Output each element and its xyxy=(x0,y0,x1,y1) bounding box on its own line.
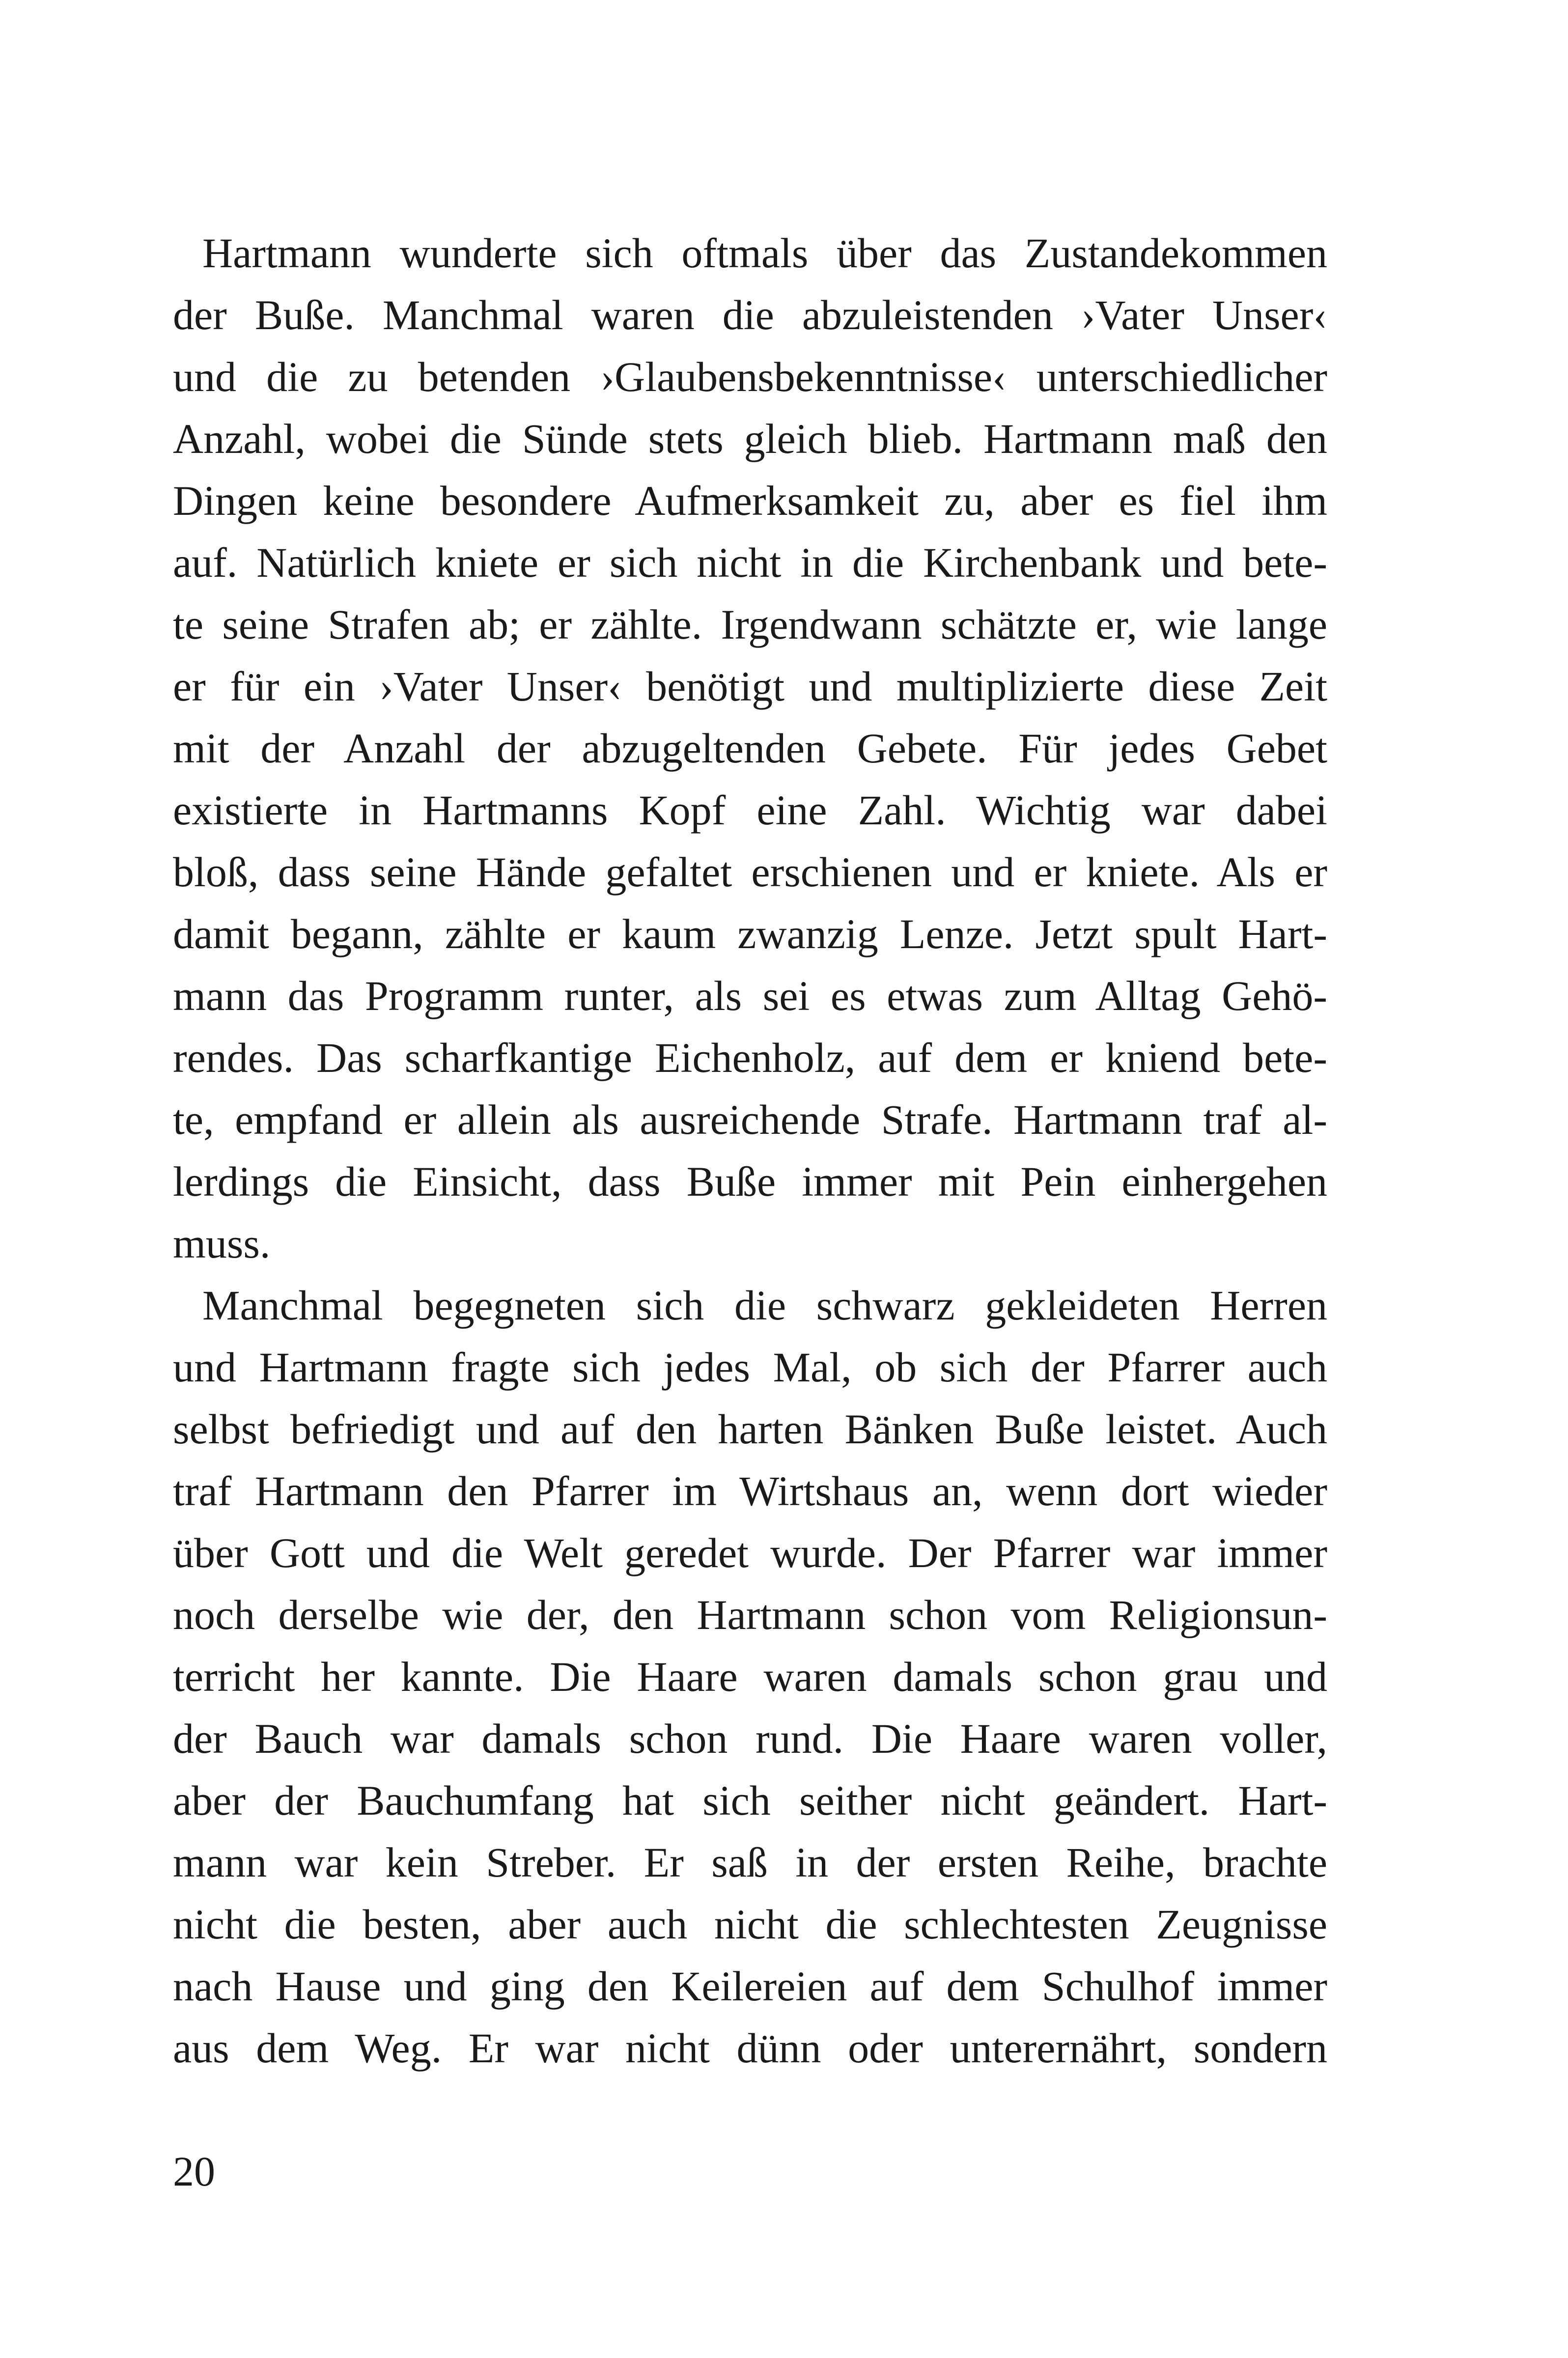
text-line: muss. xyxy=(173,1220,271,1267)
text-line: aus dem Weg. Er war nicht dünn oder unterernährt, sondern xyxy=(173,2024,1327,2072)
text-line: und Hartmann fragte sich jedes Mal, ob sich der Pfarrer auch xyxy=(173,1344,1327,1391)
text-line: te, empfand er allein als ausreichende Strafe. Hartmann traf al- xyxy=(173,1096,1327,1143)
text-line: damit begann, zählte er kaum zwanzig Lenze. Jetzt spult Hart- xyxy=(173,910,1327,957)
text-line: nach Hause und ging den Keilereien auf dem Schulhof immer xyxy=(173,1963,1327,2010)
text-line: lerdings die Einsicht, dass Buße immer mit Pein einhergehen xyxy=(173,1158,1327,1205)
text-line: nicht die besten, aber auch nicht die schlechtesten Zeugnisse xyxy=(173,1901,1327,1948)
text-line: der Buße. Manchmal waren die abzuleistenden ›Vater Unser‹ xyxy=(173,291,1327,338)
text-line: mann das Programm runter, als sei es etwas zum Alltag Gehö- xyxy=(173,972,1327,1019)
text-line: aber der Bauchumfang hat sich seither nicht geändert. Hart- xyxy=(173,1777,1327,1824)
text-line: Dingen keine besondere Aufmerksamkeit zu, aber es fiel ihm xyxy=(173,477,1327,524)
text-line: te seine Strafen ab; er zählte. Irgendwann schätzte er, wie lange xyxy=(173,601,1327,648)
text-line: Anzahl, wobei die Sünde stets gleich blieb. Hartmann maß den xyxy=(173,415,1327,462)
text-line: rendes. Das scharfkantige Eichenholz, auf dem er kniend bete- xyxy=(173,1034,1327,1081)
text-line: mann war kein Streber. Er saß in der ersten Reihe, brachte xyxy=(173,1839,1327,1886)
page-number: 20 xyxy=(173,2148,215,2195)
text-line: bloß, dass seine Hände gefaltet erschienen und er kniete. Als er xyxy=(173,848,1327,896)
text-line: selbst befriedigt und auf den harten Bänken Buße leistet. Auch xyxy=(173,1405,1327,1453)
text-line: der Bauch war damals schon rund. Die Haare waren voller, xyxy=(173,1715,1327,1762)
text-line: und die zu betenden ›Glaubensbekenntnisse‹ unterschiedlicher xyxy=(173,353,1327,400)
text-line: traf Hartmann den Pfarrer im Wirtshaus an, wenn dort wieder xyxy=(173,1467,1327,1515)
text-line: Hartmann wunderte sich oftmals über das Zustandekommen xyxy=(202,229,1327,277)
text-line: existierte in Hartmanns Kopf eine Zahl. Wichtig war dabei xyxy=(173,786,1327,834)
text-line: Manchmal begegneten sich die schwarz gekleideten Herren xyxy=(202,1282,1327,1329)
text-line: er für ein ›Vater Unser‹ benötigt und multiplizierte diese Zeit xyxy=(173,663,1327,710)
text-line: über Gott und die Welt geredet wurde. Der Pfarrer war immer xyxy=(173,1529,1327,1576)
text-line: noch derselbe wie der, den Hartmann schon vom Religionsun- xyxy=(173,1591,1327,1638)
text-line: terricht her kannte. Die Haare waren damals schon grau und xyxy=(173,1653,1327,1700)
text-line: auf. Natürlich kniete er sich nicht in die Kirchenbank und bete- xyxy=(173,539,1327,586)
text-line: mit der Anzahl der abzugeltenden Gebete. Für jedes Gebet xyxy=(173,725,1327,772)
